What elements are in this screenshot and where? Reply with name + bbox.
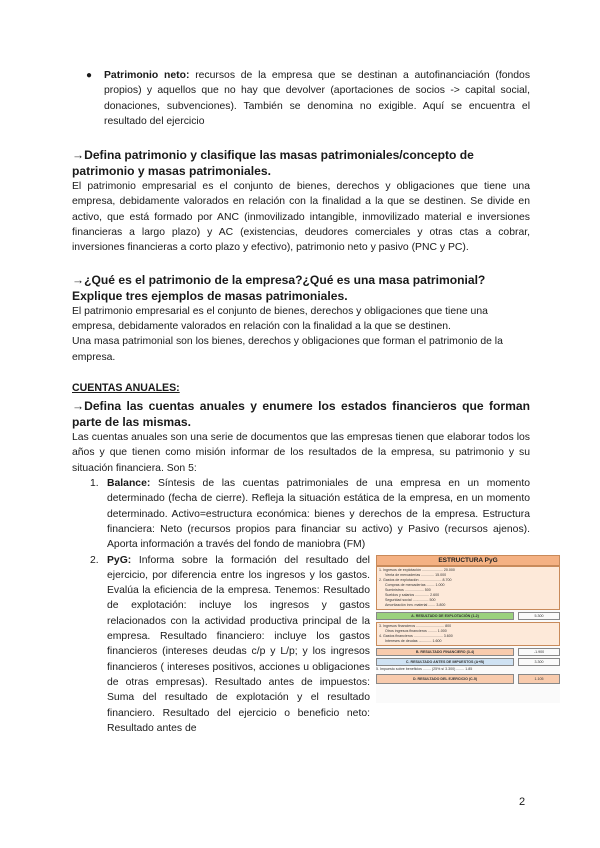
table-block bbox=[376, 622, 560, 646]
table-line: Amortización inm. material ....... 3.800 bbox=[385, 602, 446, 607]
table-result-row bbox=[376, 612, 560, 620]
question-masa-patrimonial bbox=[72, 272, 530, 304]
arrow-icon: → bbox=[72, 148, 85, 163]
page-number: 2 bbox=[519, 796, 526, 808]
table-line: 3. Ingresos financieros ............................ 800 bbox=[379, 623, 452, 628]
table-line: 1. Ingresos de explotación ..................... 20.000 bbox=[379, 567, 455, 572]
pyg-structure-table bbox=[376, 555, 560, 703]
table-result-row bbox=[376, 648, 560, 656]
result-label: B. RESULTADO FINANCIERO (3-4) bbox=[376, 648, 514, 656]
question-title: ¿Qué es el patrimonio de la empresa?¿Qué es una masa patrimonial? Explique tres ejemplos de masas patrimoniales. bbox=[72, 272, 486, 303]
table-result-row bbox=[376, 658, 560, 666]
bullet-patrimonio-neto bbox=[72, 68, 530, 129]
list-text: Informa sobre la formación del resultado del ejercicio, por diferencia entre los ingresos y los gastos. Evalúa la eficiencia de la empresa. Tenemos: Resultado de explotación: incluye los ingresos y gastos relacionados con la actividad productiva principal de la empresa. Resultado financiero: incluye los gastos financieros (intereses deudas c/p y L/p; y los ingresos financieros ( intereses positivos, acciones u obligaciones de otras empresas). Resultado antes de impuestos: Suma del resultado de explotación y el resultado financiero. Resultado del ejercicio o beneficio neto: Resultado antes de bbox=[107, 554, 370, 734]
answer-paragraph: El patrimonio empresarial es el conjunto de bienes, derechos y obligaciones que tiene una empresa, debidamente valorados en relación con la finalidad a la que se destinen. bbox=[72, 305, 488, 332]
term-patrimonio-neto: Patrimonio neto: bbox=[104, 70, 190, 81]
table-block bbox=[376, 566, 560, 610]
list-number: 1. bbox=[90, 478, 99, 490]
patrimonio-neto-text: recursos de la empresa que se destinan a autofinanciación (fondos propios) y aquellos que no hay que devolver (aportaciones de socios -> capital social, donaciones, subvenciones). También se denomina no exigible. Aquí se encuentra el resultado del ejercicio bbox=[104, 70, 531, 127]
table-line: 2. Gastos de explotación ...................... 8.700 bbox=[379, 577, 452, 582]
table-result-row bbox=[376, 674, 560, 684]
table-line: Compras de mercaderías ........ 1.000 bbox=[385, 582, 445, 587]
table-title: ESTRUCTURA PyG bbox=[376, 555, 560, 566]
table-line: 4. Gastos financieros ............................. 3.600 bbox=[379, 633, 453, 638]
list-item bbox=[72, 553, 545, 737]
table-line: Intereses de deudas ............. 1.600 bbox=[385, 638, 442, 643]
question-title: Defina las cuentas anuales y enumere los estados financieros que forman parte de las mismas. bbox=[72, 399, 530, 430]
arrow-icon: → bbox=[72, 272, 85, 287]
question-patrimonio bbox=[72, 147, 530, 179]
result-label: A. RESULTADO DE EXPLOTACIÓN (1-2) bbox=[376, 612, 514, 620]
table-line: 5. Impuesto sobre beneficios ........ (25% s/ 3.300) ........ 1.85 bbox=[376, 666, 473, 671]
pyg-text-block bbox=[107, 553, 370, 737]
document-page bbox=[72, 68, 545, 736]
question-cuentas-anuales bbox=[72, 398, 530, 430]
result-label: D. RESULTADO DEL EJERCICIO (C-5) bbox=[376, 674, 514, 684]
table-line: Venta de mercaderías ............. 15.000 bbox=[385, 572, 447, 577]
list-term: Balance: bbox=[107, 478, 151, 490]
list-text: Síntesis de las cuentas patrimoniales de una empresa en un momento determinado (fecha de cierre). Refleja la situación estática de la empresa, en un momento determinado. Activo=estructura económica: bienes y derechos de la empresa. Estructura financiera: Neto (recursos propios para financiar su activo) y Pasivo (recursos ajenos). Aporta información a través del fondo de maniobra (FM) bbox=[107, 478, 531, 551]
list-number: 2. bbox=[90, 554, 99, 566]
bullet-icon: ● bbox=[86, 70, 93, 81]
table-line: Otros ingresos financieros ......... 1.000 bbox=[385, 628, 447, 633]
result-value: 1.105 bbox=[518, 674, 560, 684]
list-item bbox=[72, 476, 530, 552]
table-line: Sueldos y salarios .............. 2.600 bbox=[385, 592, 440, 597]
question-title: Defina patrimonio y clasifique las masas patrimoniales/concepto de patrimonio y masas patrimoniales. bbox=[72, 148, 474, 179]
answer-paragraph: El patrimonio empresarial es el conjunto de bienes, derechos y obligaciones que tiene una empresa, debidamente valorados en relación con la finalidad a la que se destinen. Se divide en activo, que está formado por ANC (inmovilizado intangible, inmovilizado material e inversiones financieras a largo plazo) y AC (existencias, deudores comerciales y otras ctas a cobrar, inversiones financieras a corto plazo y efectivo), patrimonio neto y pasivo (PNC y PC). bbox=[72, 181, 530, 254]
result-label: C. RESULTADO ANTES DE IMPUESTOS (A+B) bbox=[376, 658, 514, 666]
answer-paragraph: Una masa patrimonial son los bienes, derechos y obligaciones que forman el patrimonio de la empresa. bbox=[72, 336, 503, 363]
result-value: 3.300 bbox=[518, 658, 560, 666]
table-line: Seguridad social ................ 500 bbox=[385, 597, 436, 602]
result-value: -1.900 bbox=[518, 648, 560, 656]
table-line: Suministros ................... 500 bbox=[385, 587, 431, 592]
answer-paragraph: Las cuentas anuales son una serie de documentos que las empresas tienen que elaborar todos los años y que tienen como misión informar de los resultados de la empresa, su patrimonio y su situación financiera. Son 5: bbox=[72, 432, 530, 474]
arrow-icon: → bbox=[72, 399, 85, 414]
result-value: 5.300 bbox=[518, 612, 560, 620]
financial-statements-list bbox=[72, 476, 545, 736]
list-term: PyG: bbox=[107, 554, 132, 566]
section-heading: CUENTAS ANUALES: bbox=[72, 381, 180, 394]
